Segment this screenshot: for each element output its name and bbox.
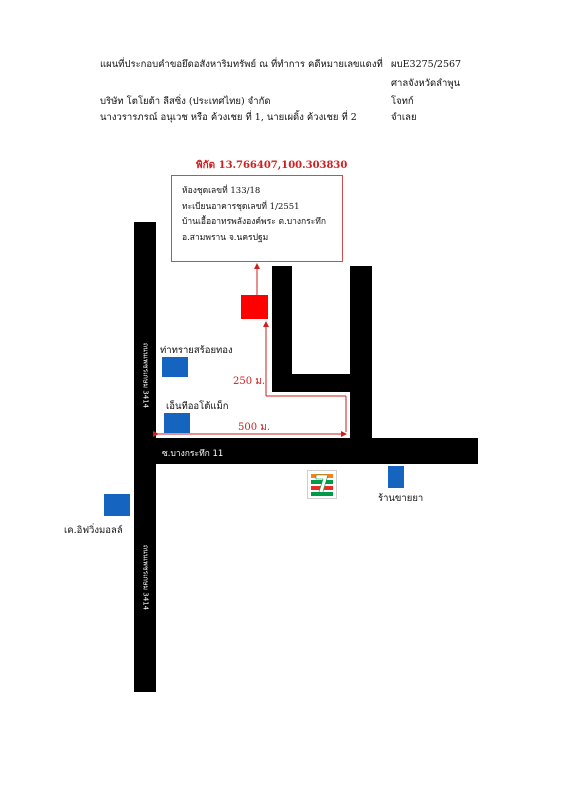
sand-shop-marker: [162, 357, 188, 377]
distance-500-label: 500 ม.: [238, 422, 271, 433]
sand-shop-label: ท่าทรายสร้อยทอง: [160, 345, 233, 356]
property-info-line: อ.สามพราน จ.นครปฐม: [182, 232, 269, 243]
map-title: แผนที่ประกอบคำขอยึดอสังหาริมทรัพย์ ณ ที่ทำการ คดีหมายเลขแดงที่: [100, 59, 383, 70]
case-number: ผบE3275/2567: [391, 59, 462, 70]
property-info-line: ห้องชุดเลขที่ 133/18: [182, 186, 261, 196]
defendant-role: จำเลย: [391, 112, 417, 123]
property-info-line: บ้านเอื้ออาทรพลังองค์พระ ต.บางกระทึก: [182, 217, 327, 227]
court-name: ศาลจังหวัดลำพูน: [391, 78, 461, 89]
distance-250-label: 250 ม.: [233, 376, 266, 387]
nt-auto-label: เอ็นทีออโต้แม็ก: [166, 401, 229, 412]
mall-marker: [104, 494, 130, 516]
pharmacy-label: ร้านขายยา: [378, 493, 424, 504]
plaintiff-role: โจทก์: [391, 96, 414, 107]
pharmacy-marker: [388, 466, 404, 488]
soi-label: ซ.บางกระทึก 11: [162, 449, 224, 459]
mall-label: เค.อิฟวิ่งมอลล์: [64, 525, 123, 536]
plaintiff-name: บริษัท โตโยต้า ลีสซิ่ง (ประเทศไทย) จำกัด: [100, 96, 271, 107]
main-road-label-bottom: ถนนเพชรเกษม 3414: [141, 544, 150, 611]
property-info-line: ทะเบียนอาคารชุดเลขที่ 1/2551: [182, 201, 300, 212]
nt-auto-marker: [164, 413, 190, 433]
defendant-names: นางวรารภรณ์ อนุเวช หรือ ค้วงเชย ที่ 1, นายเผดิ้ง ค้วงเชย ที่ 2: [100, 112, 357, 123]
seven-eleven-icon: [307, 470, 337, 499]
target-coordinates: พิกัด 13.766407,100.303830: [196, 160, 348, 171]
main-road-label-top: ถนนเพชรเกษม 3414: [141, 342, 150, 409]
